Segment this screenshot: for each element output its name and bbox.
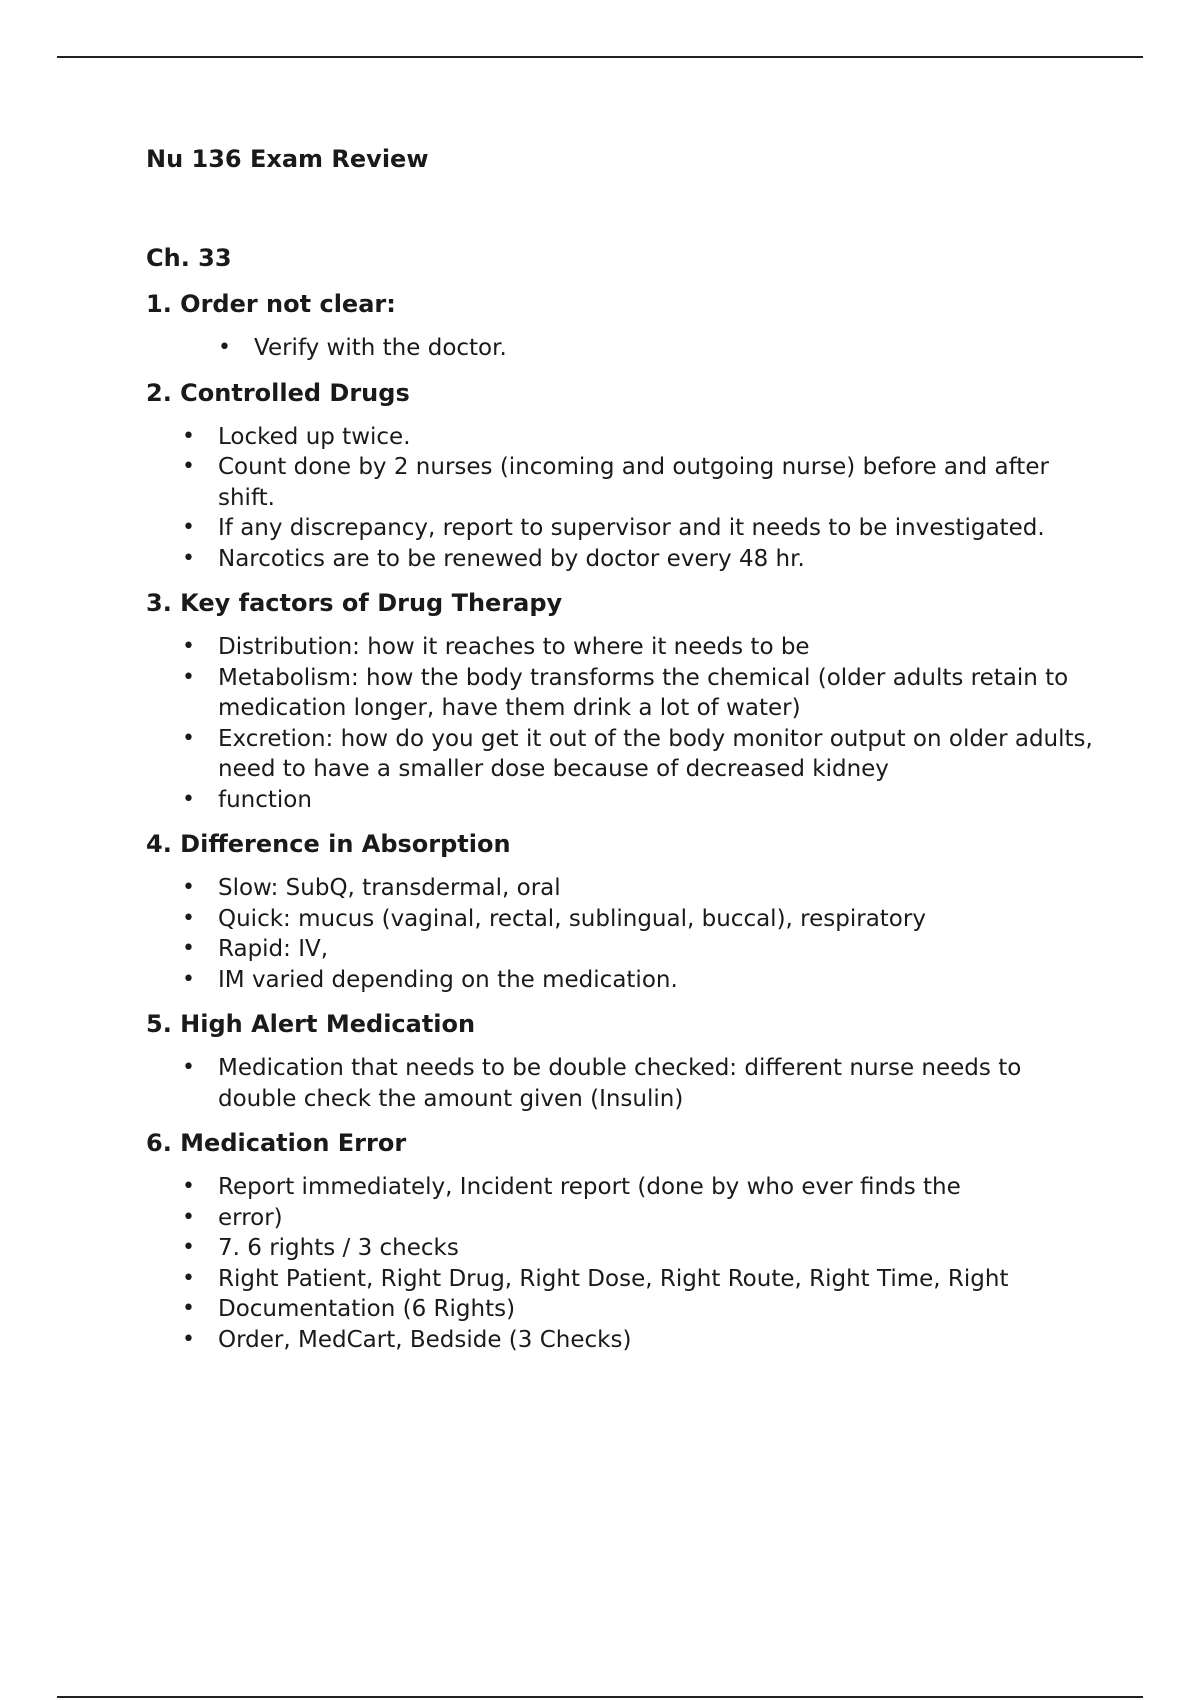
list-item: • Slow: SubQ, transdermal, oral	[218, 873, 1106, 904]
section-heading: 5. High Alert Medication	[146, 1010, 476, 1038]
document-title: Nu 136 Exam Review	[146, 145, 429, 173]
section-high-alert	[146, 1007, 1106, 1114]
list-item: • Narcotics are to be renewed by doctor every 48 hr.	[218, 544, 1106, 575]
section-heading: 3. Key factors of Drug Therapy	[146, 589, 563, 617]
chapter-heading: Ch. 33	[146, 244, 232, 272]
list-item: • Rapid: IV,	[218, 934, 1106, 965]
list-item: • Report immediately, Incident report (done by who ever finds the	[218, 1172, 1106, 1203]
section-heading: 2. Controlled Drugs	[146, 378, 410, 407]
list-item: • 7. 6 rights / 3 checks	[218, 1233, 1106, 1264]
bullet-list	[146, 1172, 1106, 1355]
section-heading: 1. Order not clear:	[146, 290, 396, 318]
top-divider	[57, 56, 1143, 58]
section-order-not-clear	[146, 287, 1106, 364]
section-controlled-drugs	[146, 376, 1106, 575]
list-item: • Count done by 2 nurses (incoming and outgoing nurse) before and after shift.	[218, 452, 1106, 513]
bullet-list	[146, 873, 1106, 995]
list-item: • IM varied depending on the medication.	[218, 965, 1106, 996]
list-item: • Documentation (6 Rights)	[218, 1294, 1106, 1325]
section-absorption	[146, 827, 1106, 995]
list-item: • Metabolism: how the body transforms the chemical (older adults retain to medication longer, have them drink a lot of water)	[218, 663, 1106, 724]
list-item: • function	[218, 785, 1106, 816]
list-item: • Verify with the doctor.	[254, 333, 1106, 364]
list-item: • Quick: mucus (vaginal, rectal, sublingual, buccal), respiratory	[218, 904, 1106, 935]
bullet-list	[146, 333, 1106, 364]
bullet-list	[146, 422, 1106, 575]
section-key-factors	[146, 586, 1106, 815]
list-item: • Medication that needs to be double checked: different nurse needs to double check the amount given (Insulin)	[218, 1053, 1106, 1114]
bullet-list	[146, 1053, 1106, 1114]
list-item: • If any discrepancy, report to supervisor and it needs to be investigated.	[218, 513, 1106, 544]
section-medication-error	[146, 1126, 1106, 1355]
bullet-list	[146, 632, 1106, 815]
list-item: • Order, MedCart, Bedside (3 Checks)	[218, 1325, 1106, 1356]
list-item: • Distribution: how it reaches to where it needs to be	[218, 632, 1106, 663]
list-item: • error)	[218, 1203, 1106, 1234]
list-item: • Excretion: how do you get it out of the body monitor output on older adults, need to have a smaller dose because of decreased kidney	[218, 724, 1106, 785]
bottom-divider	[57, 1696, 1143, 1698]
document-body	[146, 142, 1106, 1367]
section-heading: 6. Medication Error	[146, 1129, 407, 1157]
list-item: • Right Patient, Right Drug, Right Dose, Right Route, Right Time, Right	[218, 1264, 1106, 1295]
section-heading: 4. Difference in Absorption	[146, 830, 511, 858]
list-item: • Locked up twice.	[218, 422, 1106, 453]
